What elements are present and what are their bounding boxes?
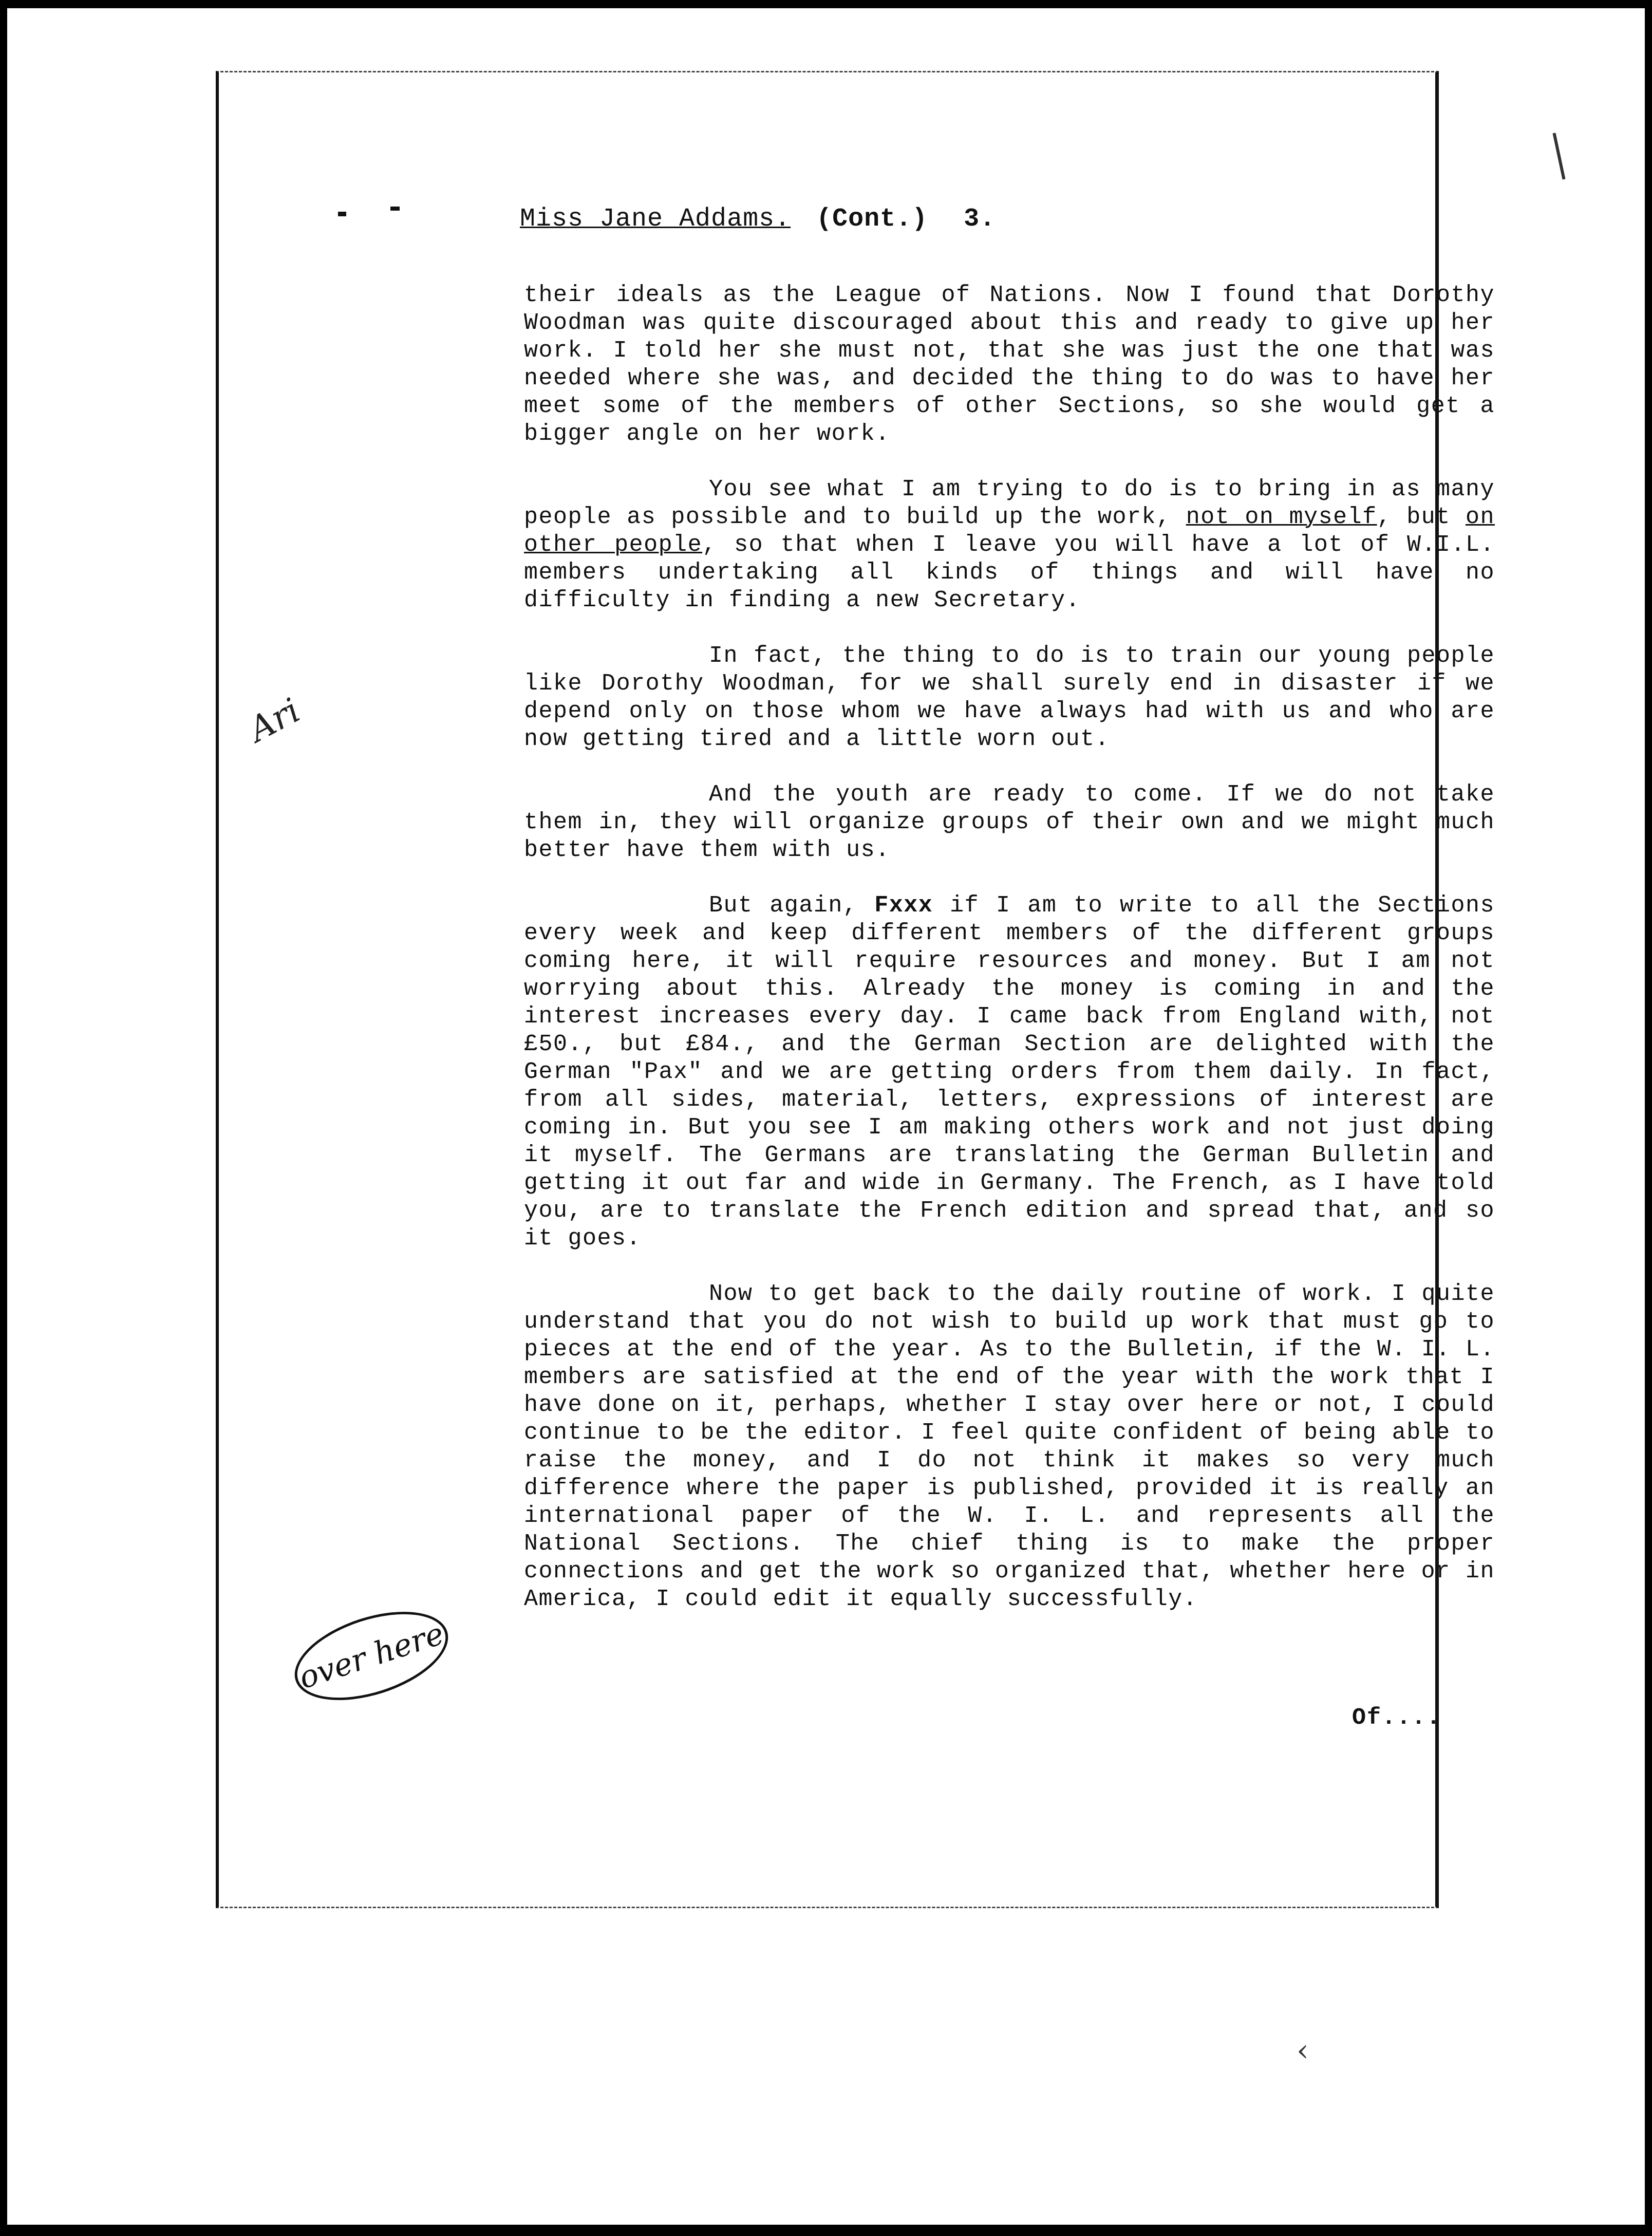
scan-border-left xyxy=(0,0,7,2236)
paragraph-text: , so that when I leave you will have a lot of W.I.L. members undertaking all kinds of things and will have no difficulty in finding a new Secretary. xyxy=(524,532,1495,613)
paragraph-text: You see what I am trying to do is to bring in as many people as possible and to build up the work, xyxy=(524,476,1495,530)
body-paragraph xyxy=(524,642,1495,753)
body-paragraph xyxy=(524,476,1495,614)
handwritten-margin-note: Ari xyxy=(242,690,307,750)
punch-mark xyxy=(338,212,346,216)
paragraph-text: But again, xyxy=(709,892,875,919)
body-paragraph xyxy=(524,1280,1495,1613)
body-paragraph xyxy=(524,892,1495,1253)
recipient-name: Miss Jane Addams. xyxy=(520,204,791,234)
paragraph-text: if I am to write to all the Sections every week and keep different members of the different groups coming here, it will require resources and money. But I am not worrying about this. Already the money is coming in and the interest increases every day. I came back from England with, not £50., but £84., and the German Section are delighted with the German "Pax" and we are getting orders from them daily. In fact, from all sides, material, letters, expressions of interest are coming in. But you see I am making others work and not just doing it myself. The Germans are translating the German Bulletin and getting it out far and wide in Germany. The French, as I have told you, are to translate the French edition and spread that, and so it goes. xyxy=(524,892,1495,1252)
paragraph-text: Now to get back to the daily routine of work. I quite understand that you do not wish to build up work that must go to pieces at the end of the year. As to the Bulletin, if the W. I. L. members are satisfied at the end of the year with the work that I have done on it, perhaps, whether I stay over here or not, I could continue to be the editor. I feel quite confident of being able to raise the money, and I do not think it makes so very much difference where the paper is published, provided it is really an international paper of the W. I. L. and represents all the National Sections. The chief thing is to make the proper connections and get the work so organized that, whether here or in America, I could edit it equally successfully. xyxy=(524,1281,1495,1612)
paragraph-text: their ideals as the League of Nations. Now I found that Dorothy Woodman was quite discouraged about this and ready to give up her work. I told her she must not, that she was just the one that was needed where she was, and decided the thing to do was to have her meet some of the members of other Sections, so she would get a bigger angle on her work. xyxy=(524,282,1495,447)
scan-border-top xyxy=(0,0,1652,8)
letter-header xyxy=(520,204,996,234)
punch-mark xyxy=(390,207,400,211)
paragraph-text: In fact, the thing to do is to train our young people like Dorothy Woodman, for we shall surely end in disaster if we depend only on those whom we have always had with us and who are now getting tired and a little worn out. xyxy=(524,643,1495,752)
underlined-text: on other people xyxy=(524,504,1495,558)
body-paragraph xyxy=(524,781,1495,864)
paragraph-text: , but xyxy=(1377,504,1466,530)
paragraph-text: And the youth are ready to come. If we do not take them in, they will organize groups of their own and we might much better have them with us. xyxy=(524,781,1495,863)
pen-mark xyxy=(1553,133,1566,179)
underlined-text: not on myself xyxy=(1186,504,1377,530)
scan-border-right xyxy=(1645,0,1652,2236)
circled-note-text: over here xyxy=(294,1615,448,1697)
scan-border-bottom xyxy=(0,2225,1652,2236)
continuation-catchword: Of.... xyxy=(1352,1705,1442,1731)
struck-out-text: Fxxx xyxy=(874,892,933,919)
body-paragraph xyxy=(524,282,1495,448)
letter-body xyxy=(524,282,1495,1641)
pen-mark-bottom: ‹ xyxy=(1297,2033,1309,2069)
page-number: 3. xyxy=(964,204,996,234)
continuation-label: (Cont.) xyxy=(816,204,928,234)
